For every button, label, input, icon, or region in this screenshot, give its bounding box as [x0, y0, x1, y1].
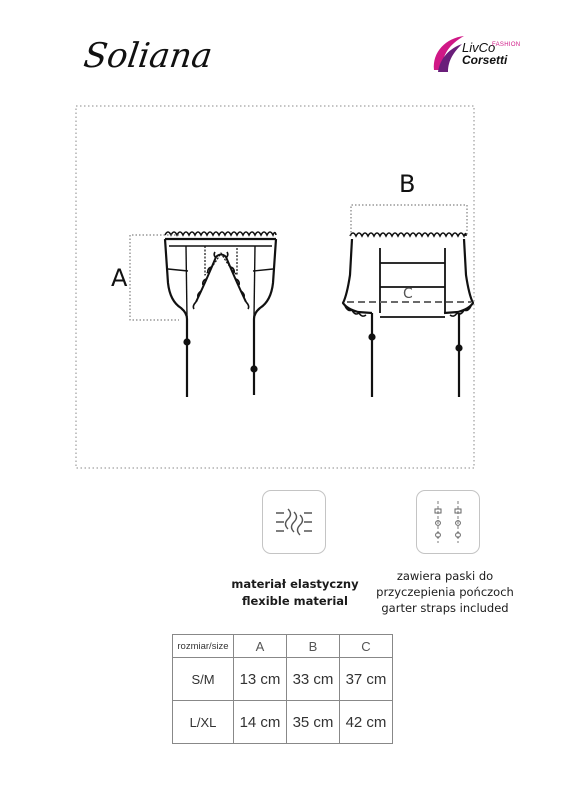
back-garter-clip-left [368, 333, 375, 340]
feature-text-en: garter straps included [381, 601, 509, 615]
brand-name-line1: LivCo [462, 40, 496, 55]
size-table [172, 634, 393, 744]
wavy-lines-icon [262, 490, 326, 554]
feature-text-pl: materiał elastyczny [231, 577, 359, 591]
dimension-a-bracket [130, 235, 179, 320]
dimension-b-label: B [399, 170, 416, 198]
size-table-header-row [173, 635, 393, 658]
feature-text-pl-2: przyczepienia pończoch [376, 585, 514, 599]
garter-straps-icon [416, 490, 480, 554]
size-value: 35 cm [287, 701, 340, 744]
size-label: S/M [173, 658, 234, 701]
size-value: 37 cm [340, 658, 393, 701]
size-label: L/XL [173, 701, 234, 744]
back-garter-clip-right [455, 344, 462, 351]
front-garter-clip-left [183, 338, 190, 345]
measurement-diagram [75, 105, 475, 469]
size-value: 14 cm [234, 701, 287, 744]
size-table-col-b: B [287, 635, 340, 658]
front-garter-clip-right [250, 365, 257, 372]
size-value: 42 cm [340, 701, 393, 744]
front-view [165, 239, 276, 397]
product-title: Soliana [81, 36, 215, 76]
table-row [173, 658, 393, 701]
size-table-corner: rozmiar/size [173, 635, 234, 658]
dimension-a-label: A [111, 264, 128, 292]
size-table-col-c: C [340, 635, 393, 658]
back-lace-edge [345, 233, 471, 316]
size-value: 33 cm [287, 658, 340, 701]
table-row [173, 701, 393, 744]
dimension-c-label: C [403, 286, 413, 302]
brand-logo [428, 30, 538, 80]
feature-text-en: flexible material [241, 594, 348, 608]
brand-tagline: FASHION [492, 42, 521, 48]
dimension-b-bracket [351, 205, 467, 236]
size-table-col-a: A [234, 635, 287, 658]
size-value: 13 cm [234, 658, 287, 701]
back-view [343, 239, 473, 397]
brand-name-line2: Corsetti [462, 53, 508, 67]
feature-text-pl-1: zawiera paski do [396, 569, 494, 583]
